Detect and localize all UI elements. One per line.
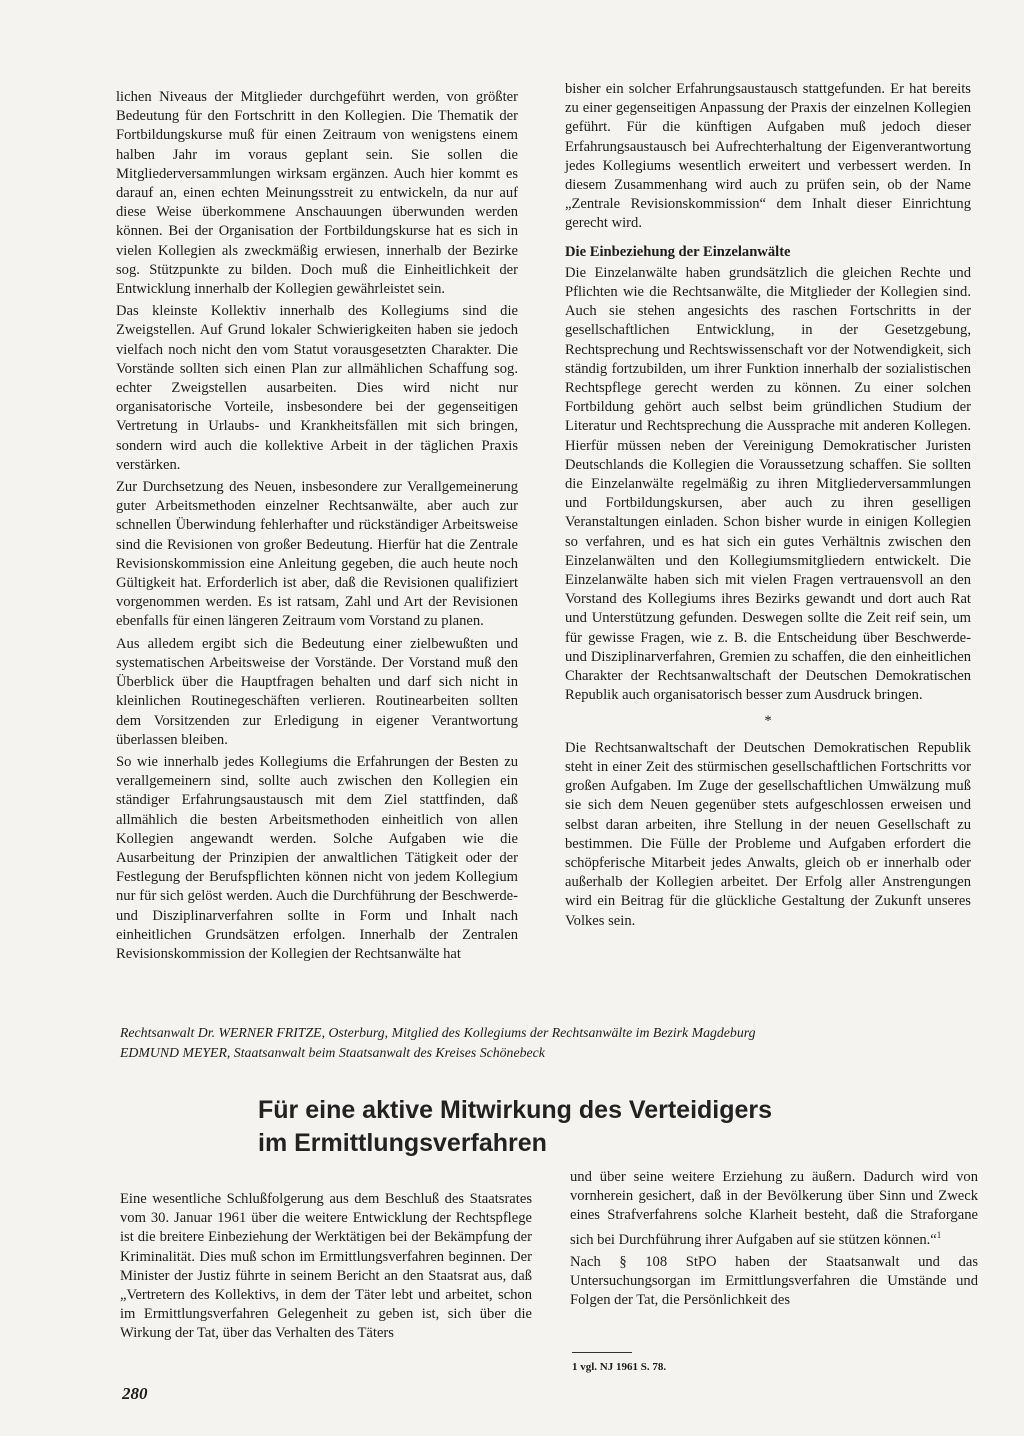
author-byline (120, 1023, 980, 1063)
section-separator: * (764, 712, 772, 729)
paragraph (570, 1168, 978, 1250)
left-column-bottom (120, 1190, 532, 1347)
title-line: im Ermittlungsverfahren (258, 1129, 547, 1157)
footnote: 1 vgl. NJ 1961 S. 78. (572, 1361, 667, 1373)
paragraph: Das kleinste Kollektiv innerhalb des Kollegiums sind die Zweigstellen. Auf Grund lokaler Schwierigkeiten haben sie jedoch vielfach noch nicht den vom Statut vorausgesetzten Charakter. Die Vorstände sollten sich einen Plan zur allmählichen Schaffung sog. echter Zweigstellen ausarbeiten. Dies wird nicht nur organisatorische Vorteile, insbesondere bei der gegenseitigen Vertretung in Urlaubs- und Krankheitsfällen mit sich bringen, sondern wird auch die kollektive Arbeit in der täglichen Praxis verstärken. (116, 303, 518, 473)
author-line: Rechtsanwalt Dr. WERNER FRITZE, Osterburg, Mitglied des Kollegiums der Rechtsanwälte im Bezirk Magdeburg (120, 1025, 756, 1040)
title-line: Für eine aktive Mitwirkung des Verteidigers (258, 1096, 773, 1124)
footnote-marker: 1 (936, 1229, 942, 1240)
right-column-top (565, 80, 971, 934)
paragraph: lichen Niveaus der Mitglieder durchgeführt werden, von größter Bedeutung für den Fortschritt in den Kollegien. Die Thematik der Fortbildungskurse muß für einen Zeitraum von wenigstens einem halben Jahr im voraus geplant sein. Sie sollen die Mitgliederversammlungen wirksam ergänzen. Auch hier kommt es darauf an, einen echten Meinungsstreit zu entwickeln, da nur auf diese Weise überkommene Anschauungen überwunden werden können. Bei der Organisation der Fortbildungskurse hat es sich in vielen Kollegien als zweckmäßig erwiesen, innerhalb der Bezirke sog. Stützpunkte zu bilden. Doch muß die Einheitlichkeit der Entwicklung innerhalb der Kollegien gewährleistet sein. (116, 89, 518, 298)
page-number: 280 (122, 1384, 148, 1403)
paragraph: Eine wesentliche Schlußfolgerung aus dem Beschluß des Staatsrates vom 30. Januar 1961 über die weitere Entwicklung der Rechtspflege ist die breitere Einbeziehung der Werktätigen bei der Bekämpfung der Kriminalität. Dies muß schon im Ermittlungsverfahren beginnen. Der Minister der Justiz führte in seinem Bericht an den Staatsrat aus, daß „Vertretern des Kollektivs, in dem der Täter lebt und arbeitet, schon im Ermittlungsverfahren Gelegenheit zu geben ist, sich über die Wirkung der Tat, über das Verhalten des Täters (120, 1191, 532, 1342)
paragraph: bisher ein solcher Erfahrungsaustausch stattgefunden. Er hat bereits zu einer gegenseitigen Anpassung der Praxis der einzelnen Kollegien geführt. Für die künftigen Aufgaben muß jedoch dieser Erfahrungsaustausch bei Aufrechterhaltung der Eigenverantwortung jedes Kollegiums wesentlich erweitert und verbessert werden. In diesem Zusammenhang wird auch zu prüfen sein, ob der Name „Zentrale Revisionskommission“ dem Inhalt dieser Einrichtung gerecht wird. (565, 81, 971, 232)
paragraph: Nach § 108 StPO haben der Staatsanwalt und das Untersuchungsorgan im Ermittlungsverfahren die Umstände und Folgen der Tat, die Persönlichkeit des (570, 1253, 978, 1309)
section-heading: Die Einbeziehung der Einzelanwälte (565, 243, 791, 260)
paragraph-text: und über seine weitere Erziehung zu äußern. Dadurch wird von vornherein gesichert, daß in der Bevölkerung über Sinn und Zweck eines Strafverfahrens solche Klarheit besteht, daß die Straforgane sich bei Durchführung ihrer Aufgaben auf sie stützen können.“ (570, 1169, 978, 1248)
paragraph: So wie innerhalb jedes Kollegiums die Erfahrungen der Besten zu verallgemeinern sind, sollte auch zwischen den Kollegien ein ständiger Erfahrungsaustausch mit dem Ziel stattfinden, daß allmählich die besten Arbeitsmethoden einheitlich von allen Kollegien angewandt werden. Solche Aufgaben wie die Ausarbeitung der Prinzipien der anwaltlichen Tätigkeit oder der Festlegung der Berufspflichten können nicht von jedem Kollegium nur für sich gelöst werden. Auch die Durchführung der Beschwerde- und Disziplinarverfahren sollte in Form und Inhalt nach einheitlichen Grundsätzen erfolgen. Innerhalb der Zentralen Revisionskommission der Kollegien der Rechtsanwälte hat (116, 753, 518, 962)
footnote-divider (572, 1352, 632, 1353)
paragraph: Zur Durchsetzung des Neuen, insbesondere zur Verallgemeinerung guter Arbeitsmethoden einzelner Rechtsanwälte, aber auch zur schnellen Überwindung fehlerhafter und rückständiger Arbeitsweise sind die Revisionen von großer Bedeutung. Hierfür hat die Zentrale Revisionskommission eine Anleitung gegeben, die auch heute noch Gültigkeit hat. Erforderlich ist aber, daß die Revisionen qualifiziert vorgenommen werden. Es ist ratsam, Zahl und Art der Revisionen ebenfalls für einen längeren Zeitraum vom Vorstand zu planen. (116, 479, 518, 630)
article-title (258, 1094, 878, 1160)
paragraph: Die Rechtsanwaltschaft der Deutschen Demokratischen Republik steht in einer Zeit des stürmischen gesellschaftlichen Fortschritts vor großen Aufgaben. Im Zuge der gesellschaftlichen Umwälzung muß sie sich dem Neuen gegenüber stets aufgeschlossen erweisen und selbst daran arbeiten, ihre Stellung in der neuen Gesellschaft zu bestimmen. Die Fülle der Probleme und Aufgaben erfordert die schöpferische Mitarbeit jedes Anwalts, gleich ob er innerhalb oder außerhalb der Kollegien arbeitet. Der Erfolg aller Anstrengungen wird ein Beitrag für die glückliche Gestaltung der Zukunft unseres Volkes sein. (565, 739, 971, 929)
paragraph: Aus alledem ergibt sich die Bedeutung einer zielbewußten und systematischen Arbeitsweise der Vorstände. Der Vorstand muß den Überblick über die Hauptfragen behalten und darf sich nicht in kleinlichen Routinegeschäften verlieren. Routinearbeiten sollten dem Vorsitzenden zur Erledigung in eigener Verantwortung überlassen bleiben. (116, 635, 518, 748)
paragraph: Die Einzelanwälte haben grundsätzlich die gleichen Rechte und Pflichten wie die Rechtsanwälte, die Mitglieder der Kollegien sind. Auch sie stehen angesichts des raschen Fortschritts in der gesellschaftlichen Entwicklung, in der Gesetzgebung, Rechtsprechung und Rechtswissenschaft vor der Notwendigkeit, sich ständig fortzubilden, um ihrer Funktion innerhalb der sozialistischen Rechtspflege gerecht werden zu können. Zu einer solchen Fortbildung gehört auch selbst beim gründlichen Studium der Literatur und Rechtsprechung die Aussprache mit anderen Kollegen. Hierfür müssen neben der Vereinigung Demokratischer Juristen Deutschlands die Kollegien die Voraussetzung schaffen. Sie sollten die Einzelanwälte regelmäßig zu ihren Mitgliederversammlungen und Fortbildungskursen, aber auch zu ihren geselligen Veranstaltungen einladen. Schon bisher wurde in einigen Kollegien so verfahren, und es hat sich ein gutes Verhältnis zwischen den Einzelanwälten und den Kollegiumsmitgliedern entwickelt. Die Einzelanwälte haben sich mit vielen Fragen vertrauensvoll an den Vorstand des Kollegiums ihres Bezirks gewandt und dort auch Rat und Unterstützung gefunden. Deswegen sollte die Zeit reif sein, um für gewisse Fragen, wie z. B. die Entscheidung über Beschwerde- und Disziplinarverfahren, Gremien zu schaffen, die den einheitlichen Charakter der Rechtsanwaltschaft der Deutschen Demokratischen Republik auch organisatorisch besser zum Ausdruck bringen. (565, 264, 971, 704)
author-line: EDMUND MEYER, Staatsanwalt beim Staatsanwalt des Kreises Schönebeck (120, 1045, 545, 1060)
right-column-bottom (570, 1168, 978, 1313)
left-column-top (116, 88, 518, 967)
